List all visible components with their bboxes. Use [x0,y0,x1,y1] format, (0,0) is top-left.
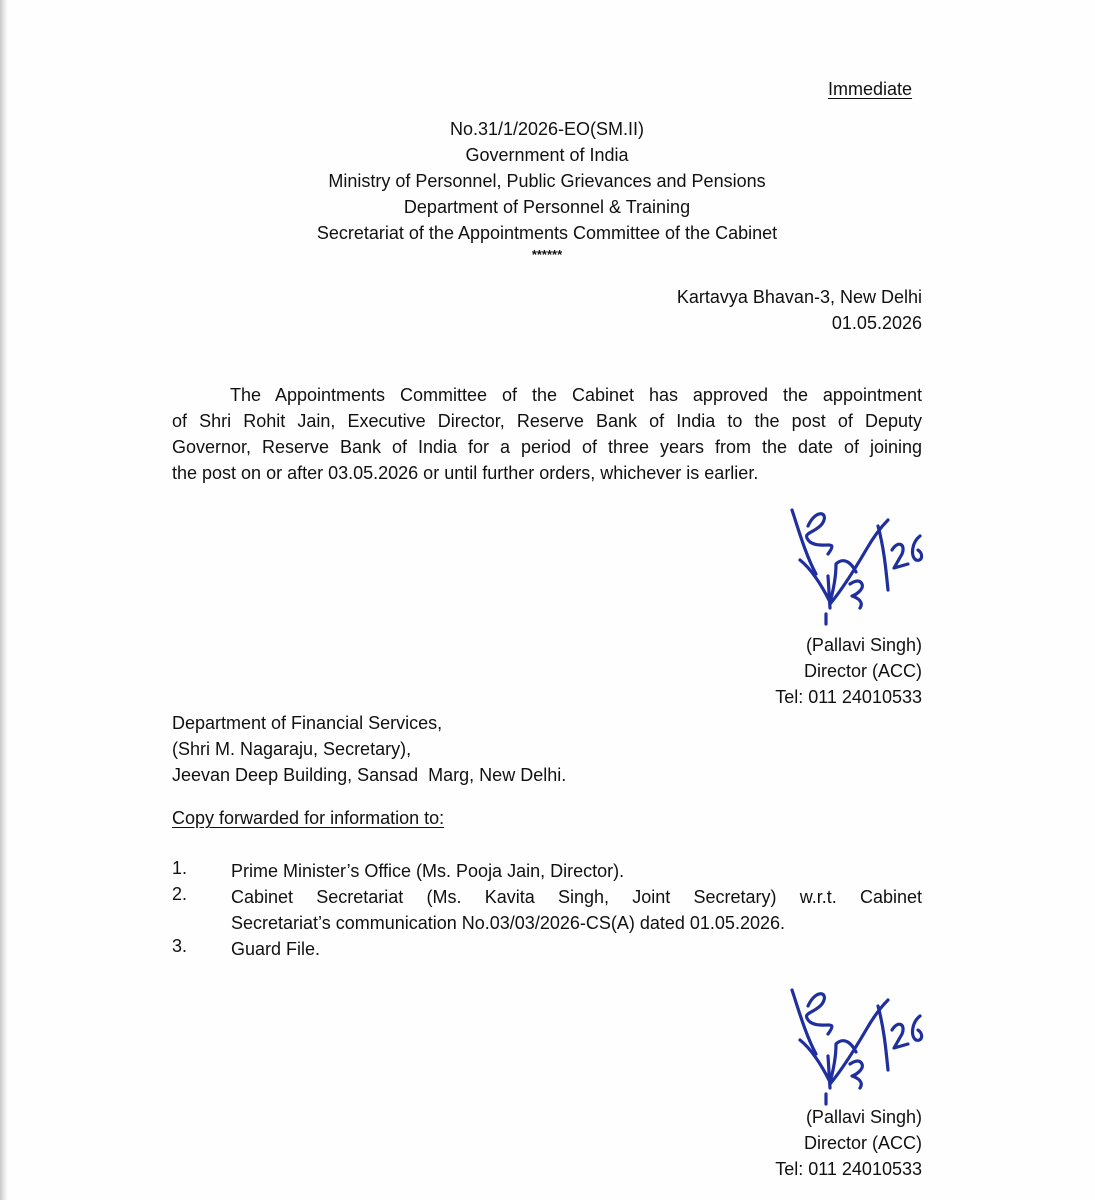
signatory-designation: Director (ACC) [803,1133,922,1153]
handwritten-signature [770,498,940,628]
header-separator: ****** [531,247,563,262]
addressee-line: Department of Financial Services, [172,713,443,733]
department-name: Department of Personnel & Training [403,197,691,217]
page-edge-shadow [0,0,8,1200]
body-line: Governor, Reserve Bank of India for a period of three years from the date of joining [172,437,922,457]
handwritten-signature [770,978,940,1108]
list-item-text: Prime Minister’s Office (Ms. Pooja Jain, Director). [231,861,625,881]
list-item-text: Guard File. [231,939,321,959]
copy-heading: Copy forwarded for information to: [172,808,445,828]
addressee-line: Jeevan Deep Building, Sansad Marg, New Delhi. [172,765,567,785]
list-item-text: Secretariat’s communication No.03/03/2026-CS(A) dated 01.05.2026. [231,913,785,933]
date: 01.05.2026 [831,313,922,333]
letterhead [172,116,922,264]
list-item-text: Cabinet Secretariat (Ms. Kavita Singh, Joint Secretary) w.r.t. Cabinet [231,887,922,907]
government-name: Government of India [465,145,629,165]
list-item-number: 1. [172,858,188,878]
signatory-designation: Director (ACC) [803,661,922,681]
priority-label: Immediate [828,79,913,99]
list-item [231,936,922,962]
file-number: No.31/1/2026-EO(SM.II) [449,119,645,139]
signatory-telephone: Tel: 011 24010533 [775,1159,922,1179]
body-line: the post on or after 03.05.2026 or until further orders, whichever is earlier. [172,463,759,483]
body-line: The Appointments Committee of the Cabinet has approved the appointment [230,385,922,405]
list-item-number: 3. [172,936,188,956]
place: Kartavya Bhavan-3, New Delhi [676,287,922,307]
list-item [231,884,922,936]
ministry-name: Ministry of Personnel, Public Grievances and Pensions [328,171,766,191]
signatory-name: (Pallavi Singh) [805,635,922,655]
addressee-block [172,710,566,788]
place-date-block [522,284,922,336]
addressee-line: (Shri M. Nagaraju, Secretary), [172,739,412,759]
body-line: of Shri Rohit Jain, Executive Director, Reserve Bank of India to the post of Deputy [172,411,922,431]
signatory-block [622,1104,922,1182]
body-paragraph [172,382,922,486]
list-item-number: 2. [172,884,188,904]
signatory-block [622,632,922,710]
list-item [231,858,922,884]
signatory-name: (Pallavi Singh) [805,1107,922,1127]
secretariat-name: Secretariat of the Appointments Committee of the Cabinet [316,223,778,243]
signatory-telephone: Tel: 011 24010533 [775,687,922,707]
